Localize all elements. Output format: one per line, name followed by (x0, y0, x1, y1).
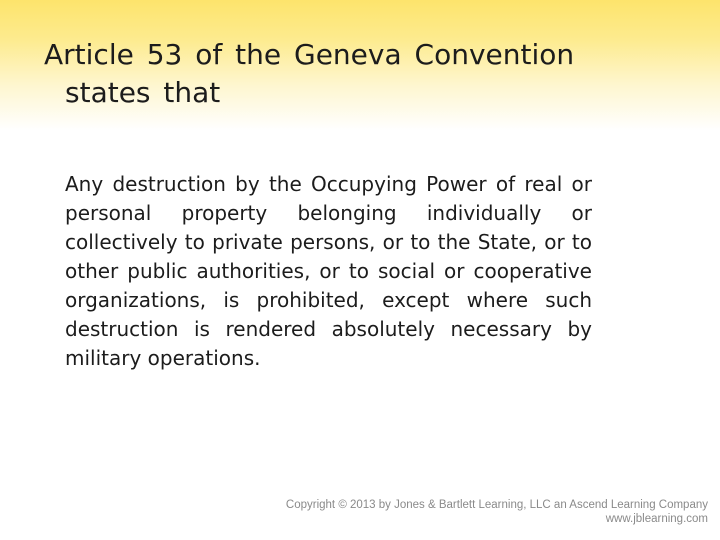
copyright-text: Copyright © 2013 by Jones & Bartlett Learning, LLC an Ascend Learning Company (285, 499, 708, 511)
slide-body-text: Any destruction by the Occupying Power of real or personal property belonging individually or collectively to private persons, or to the State, or to other public authorities, or to social or cooperative organizations, is prohibited, except where such destruction is rendered absolutely necessary by military operations. (65, 172, 592, 370)
slide-title: Article 53 of the Geneva Convention states that (44, 38, 575, 109)
website-text: www.jblearning.com (605, 513, 708, 525)
copyright-footer (286, 498, 708, 526)
